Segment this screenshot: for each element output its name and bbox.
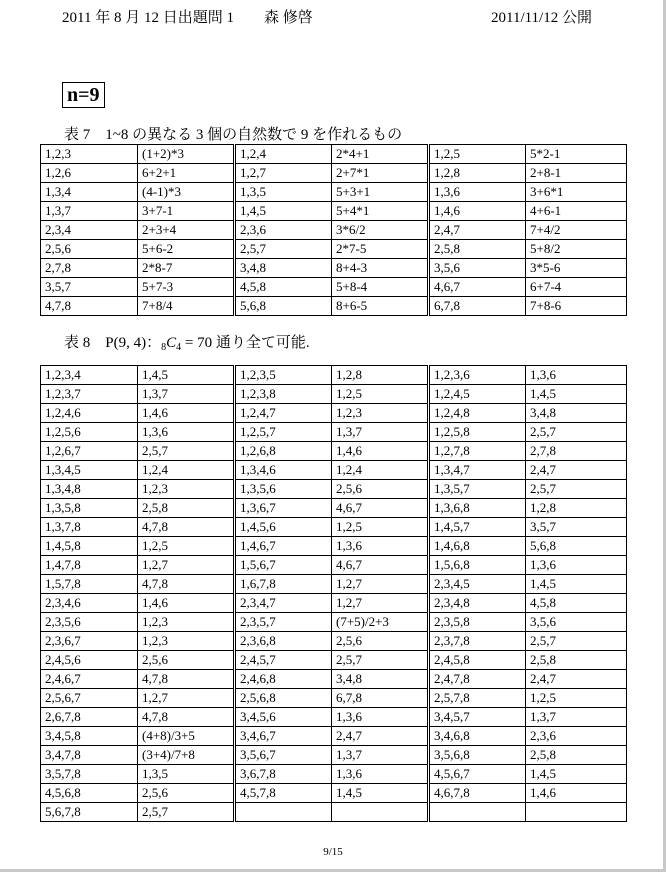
set-cell: 1,2,3,4	[41, 366, 138, 385]
set-cell: 3,4,5,6	[235, 708, 332, 727]
expression-cell: 1,3,6	[526, 366, 627, 385]
expression-cell	[332, 803, 429, 822]
expression-cell: 1,2,3	[138, 480, 235, 499]
expression-cell: 4,6,7	[332, 556, 429, 575]
set-cell: 2,5,7,8	[429, 689, 526, 708]
set-cell: 2,3,4,6	[41, 594, 138, 613]
table8-row	[41, 423, 627, 442]
expression-cell: 2,5,6	[332, 480, 429, 499]
set-cell: 3,4,8	[235, 259, 332, 278]
table8-row	[41, 556, 627, 575]
set-cell: 1,3,6	[429, 183, 526, 202]
expression-cell	[526, 803, 627, 822]
expression-cell: 1,2,3	[332, 404, 429, 423]
set-cell: 1,2,3	[41, 145, 138, 164]
expression-cell: 5*2-1	[526, 145, 627, 164]
expression-cell: 1,2,8	[526, 499, 627, 518]
expression-cell: 1,2,3	[138, 613, 235, 632]
header-left: 2011 年 8 月 12 日出題問 1 森 修啓	[62, 10, 313, 26]
table8-caption-suffix: = 70 通り全て可能.	[181, 335, 310, 351]
set-cell: 1,2,3,7	[41, 385, 138, 404]
expression-cell: 2,5,7	[526, 480, 627, 499]
set-cell: 4,5,8	[235, 278, 332, 297]
expression-cell: 1,2,7	[332, 575, 429, 594]
set-cell: 1,2,4,6	[41, 404, 138, 423]
expression-cell: 1,3,6	[332, 708, 429, 727]
expression-cell: 2*7-5	[332, 240, 429, 259]
table7-row	[41, 183, 627, 202]
table8-caption-sub-left: 8	[161, 342, 167, 353]
set-cell: 5,6,7,8	[41, 803, 138, 822]
set-cell: 1,4,7,8	[41, 556, 138, 575]
expression-cell: 1,2,7	[332, 594, 429, 613]
set-cell: 4,5,7,8	[235, 784, 332, 803]
set-cell: 2,3,4,7	[235, 594, 332, 613]
table7	[40, 144, 627, 316]
expression-cell: 3,4,8	[526, 404, 627, 423]
expression-cell: (3+4)/7+8	[138, 746, 235, 765]
set-cell: 1,2,5,8	[429, 423, 526, 442]
table8-row	[41, 746, 627, 765]
expression-cell: 1,3,7	[526, 708, 627, 727]
set-cell: 3,4,5,7	[429, 708, 526, 727]
table8-row	[41, 670, 627, 689]
expression-cell: 2+7*1	[332, 164, 429, 183]
set-cell: 1,2,6,7	[41, 442, 138, 461]
expression-cell: 1,2,7	[138, 689, 235, 708]
expression-cell: 1,4,6	[138, 404, 235, 423]
set-cell: 1,2,3,6	[429, 366, 526, 385]
expression-cell: 1,2,3	[138, 632, 235, 651]
set-cell: 2,4,6,8	[235, 670, 332, 689]
set-cell: 1,5,6,7	[235, 556, 332, 575]
expression-cell: 2,5,8	[526, 746, 627, 765]
set-cell: 2,3,4	[41, 221, 138, 240]
section-label: n=9	[62, 82, 105, 108]
header-right: 2011/11/12 公開	[491, 10, 592, 26]
set-cell: 1,3,4,8	[41, 480, 138, 499]
expression-cell: 2,4,7	[332, 727, 429, 746]
set-cell: 2,3,5,6	[41, 613, 138, 632]
set-cell: 2,4,5,7	[235, 651, 332, 670]
expression-cell: 1,4,5	[526, 575, 627, 594]
expression-cell: 2*4+1	[332, 145, 429, 164]
set-cell: 1,5,6,8	[429, 556, 526, 575]
expression-cell: 3*6/2	[332, 221, 429, 240]
expression-cell: 8+4-3	[332, 259, 429, 278]
expression-cell: 1,4,6	[138, 594, 235, 613]
expression-cell: 1,2,4	[332, 461, 429, 480]
expression-cell: 2+8-1	[526, 164, 627, 183]
set-cell: 1,2,8	[429, 164, 526, 183]
table8-caption-prefix: 表 8 P(9, 4)：	[64, 335, 162, 351]
set-cell: 1,2,4	[235, 145, 332, 164]
expression-cell: 1,2,4	[138, 461, 235, 480]
expression-cell: 1,3,6	[138, 423, 235, 442]
expression-cell: 7+4/2	[526, 221, 627, 240]
set-cell: 4,5,6,7	[429, 765, 526, 784]
table8-row	[41, 499, 627, 518]
expression-cell: 1,4,5	[526, 765, 627, 784]
expression-cell: 2,5,7	[138, 442, 235, 461]
expression-cell: 2,5,8	[526, 651, 627, 670]
table8-row	[41, 803, 627, 822]
set-cell	[235, 803, 332, 822]
set-cell: 1,3,4,6	[235, 461, 332, 480]
expression-cell: 2,3,6	[526, 727, 627, 746]
set-cell: 1,5,7,8	[41, 575, 138, 594]
set-cell: 1,2,7,8	[429, 442, 526, 461]
set-cell: 2,4,7	[429, 221, 526, 240]
table7-row	[41, 278, 627, 297]
expression-cell: 1,3,5	[138, 765, 235, 784]
expression-cell: 1,4,5	[138, 366, 235, 385]
expression-cell: 4,7,8	[138, 708, 235, 727]
expression-cell: 1,2,5	[332, 518, 429, 537]
table8-row	[41, 461, 627, 480]
set-cell: 3,5,6,7	[235, 746, 332, 765]
expression-cell: (4+8)/3+5	[138, 727, 235, 746]
table8-row	[41, 480, 627, 499]
table7-row	[41, 145, 627, 164]
set-cell: 2,7,8	[41, 259, 138, 278]
set-cell: 2,4,7,8	[429, 670, 526, 689]
expression-cell: 4,7,8	[138, 518, 235, 537]
expression-cell: 5+8-4	[332, 278, 429, 297]
table8-row	[41, 404, 627, 423]
expression-cell: 3+6*1	[526, 183, 627, 202]
set-cell: 2,4,5,8	[429, 651, 526, 670]
set-cell: 4,5,6,8	[41, 784, 138, 803]
set-cell: 2,3,5,8	[429, 613, 526, 632]
set-cell: 2,5,6,7	[41, 689, 138, 708]
expression-cell: 2,5,6	[138, 784, 235, 803]
set-cell: 1,3,7,8	[41, 518, 138, 537]
expression-cell: 1,2,7	[138, 556, 235, 575]
set-cell: 1,4,5,6	[235, 518, 332, 537]
set-cell: 1,2,4,5	[429, 385, 526, 404]
expression-cell: 1,3,6	[332, 765, 429, 784]
expression-cell: 1,3,7	[332, 746, 429, 765]
table7-row	[41, 259, 627, 278]
set-cell: 1,2,4,8	[429, 404, 526, 423]
expression-cell: 1,2,5	[526, 689, 627, 708]
expression-cell: 7+8/4	[138, 297, 235, 316]
set-cell: 2,5,8	[429, 240, 526, 259]
set-cell: 1,4,5,7	[429, 518, 526, 537]
set-cell: 1,3,5	[235, 183, 332, 202]
expression-cell: 3,4,8	[332, 670, 429, 689]
expression-cell: 6,7,8	[332, 689, 429, 708]
expression-cell: 1,4,5	[332, 784, 429, 803]
expression-cell: 2,5,8	[138, 499, 235, 518]
expression-cell: 1,4,6	[526, 784, 627, 803]
expression-cell: (7+5)/2+3	[332, 613, 429, 632]
expression-cell: 4,5,8	[526, 594, 627, 613]
set-cell: 3,5,6,8	[429, 746, 526, 765]
set-cell: 2,5,6,8	[235, 689, 332, 708]
set-cell: 3,4,5,8	[41, 727, 138, 746]
expression-cell: 4+6-1	[526, 202, 627, 221]
set-cell: 2,4,6,7	[41, 670, 138, 689]
expression-cell: 1,2,5	[332, 385, 429, 404]
set-cell: 3,4,7,8	[41, 746, 138, 765]
set-cell: 2,3,6	[235, 221, 332, 240]
table8-row	[41, 385, 627, 404]
expression-cell: 3*5-6	[526, 259, 627, 278]
expression-cell: 1,3,7	[332, 423, 429, 442]
set-cell: 5,6,8	[235, 297, 332, 316]
set-cell: 2,3,4,8	[429, 594, 526, 613]
set-cell: 3,5,7	[41, 278, 138, 297]
set-cell: 1,3,4,7	[429, 461, 526, 480]
table7-row	[41, 240, 627, 259]
set-cell: 2,5,6	[41, 240, 138, 259]
expression-cell: (1+2)*3	[138, 145, 235, 164]
expression-cell: 1,2,8	[332, 366, 429, 385]
expression-cell: 5,6,8	[526, 537, 627, 556]
set-cell: 1,2,7	[235, 164, 332, 183]
expression-cell: 2,5,7	[526, 632, 627, 651]
expression-cell: 1,2,5	[138, 537, 235, 556]
expression-cell: 4,6,7	[332, 499, 429, 518]
set-cell: 2,6,7,8	[41, 708, 138, 727]
set-cell: 1,2,3,8	[235, 385, 332, 404]
table7-row	[41, 202, 627, 221]
set-cell: 1,2,4,7	[235, 404, 332, 423]
table8-row	[41, 727, 627, 746]
page-number: 9/15	[323, 846, 343, 858]
expression-cell: 4,7,8	[138, 670, 235, 689]
set-cell: 1,2,5,7	[235, 423, 332, 442]
expression-cell: 6+7-4	[526, 278, 627, 297]
table8-row	[41, 613, 627, 632]
set-cell: 3,4,6,8	[429, 727, 526, 746]
set-cell: 1,2,6	[41, 164, 138, 183]
set-cell: 1,2,6,8	[235, 442, 332, 461]
table8	[40, 365, 627, 822]
set-cell: 1,3,6,7	[235, 499, 332, 518]
set-cell: 2,3,6,8	[235, 632, 332, 651]
set-cell: 1,4,6,7	[235, 537, 332, 556]
expression-cell: 2+3+4	[138, 221, 235, 240]
set-cell: 4,7,8	[41, 297, 138, 316]
expression-cell: 3,5,6	[526, 613, 627, 632]
set-cell: 1,3,6,8	[429, 499, 526, 518]
set-cell: 4,6,7,8	[429, 784, 526, 803]
table8-row	[41, 575, 627, 594]
expression-cell: 2,5,7	[332, 651, 429, 670]
expression-cell: 1,3,6	[332, 537, 429, 556]
table8-row	[41, 689, 627, 708]
expression-cell: 3+7-1	[138, 202, 235, 221]
set-cell: 3,5,7,8	[41, 765, 138, 784]
table8-row	[41, 784, 627, 803]
expression-cell: 1,3,6	[526, 556, 627, 575]
table8-row	[41, 537, 627, 556]
set-cell: 1,3,5,6	[235, 480, 332, 499]
set-cell: 1,3,5,7	[429, 480, 526, 499]
set-cell: 3,6,7,8	[235, 765, 332, 784]
table8-row	[41, 594, 627, 613]
table8-row	[41, 632, 627, 651]
expression-cell: 1,3,7	[138, 385, 235, 404]
set-cell: 1,2,5	[429, 145, 526, 164]
expression-cell: 2,4,7	[526, 670, 627, 689]
set-cell: 1,3,4	[41, 183, 138, 202]
table8-row	[41, 708, 627, 727]
expression-cell: 2,5,6	[138, 651, 235, 670]
expression-cell: 5+3+1	[332, 183, 429, 202]
table7-row	[41, 297, 627, 316]
table7-row	[41, 221, 627, 240]
table8-row	[41, 651, 627, 670]
set-cell: 3,4,6,7	[235, 727, 332, 746]
set-cell: 1,2,3,5	[235, 366, 332, 385]
set-cell: 3,5,6	[429, 259, 526, 278]
table8-caption-var: C	[166, 335, 177, 351]
set-cell: 2,3,5,7	[235, 613, 332, 632]
set-cell: 6,7,8	[429, 297, 526, 316]
set-cell: 1,4,5	[235, 202, 332, 221]
expression-cell: 2,5,7	[526, 423, 627, 442]
set-cell: 1,4,6	[429, 202, 526, 221]
set-cell: 4,6,7	[429, 278, 526, 297]
set-cell: 2,5,7	[235, 240, 332, 259]
table8-row	[41, 518, 627, 537]
set-cell	[429, 803, 526, 822]
set-cell: 1,3,5,8	[41, 499, 138, 518]
set-cell: 1,3,7	[41, 202, 138, 221]
expression-cell: 6+2+1	[138, 164, 235, 183]
expression-cell: 2,7,8	[526, 442, 627, 461]
set-cell: 2,3,4,5	[429, 575, 526, 594]
expression-cell: 2,5,7	[138, 803, 235, 822]
expression-cell: 3,5,7	[526, 518, 627, 537]
expression-cell: 4,7,8	[138, 575, 235, 594]
set-cell: 1,3,4,5	[41, 461, 138, 480]
expression-cell: 2,5,6	[332, 632, 429, 651]
expression-cell: (4-1)*3	[138, 183, 235, 202]
table7-row	[41, 164, 627, 183]
expression-cell: 5+7-3	[138, 278, 235, 297]
set-cell: 1,6,7,8	[235, 575, 332, 594]
expression-cell: 8+6-5	[332, 297, 429, 316]
expression-cell: 5+4*1	[332, 202, 429, 221]
expression-cell: 2*8-7	[138, 259, 235, 278]
table8-row	[41, 442, 627, 461]
set-cell: 1,4,5,8	[41, 537, 138, 556]
set-cell: 1,2,5,6	[41, 423, 138, 442]
table8-row	[41, 366, 627, 385]
table8-caption-sub-right: 4	[176, 342, 182, 353]
set-cell: 2,3,7,8	[429, 632, 526, 651]
table8-row	[41, 765, 627, 784]
expression-cell: 5+8/2	[526, 240, 627, 259]
set-cell: 2,3,6,7	[41, 632, 138, 651]
expression-cell: 1,4,5	[526, 385, 627, 404]
set-cell: 2,4,5,6	[41, 651, 138, 670]
expression-cell: 1,4,6	[332, 442, 429, 461]
expression-cell: 7+8-6	[526, 297, 627, 316]
table8-caption	[64, 331, 310, 352]
table7-caption: 表 7 1~8 の異なる 3 個の自然数で 9 を作れるもの	[64, 127, 403, 143]
expression-cell: 2,4,7	[526, 461, 627, 480]
expression-cell: 5+6-2	[138, 240, 235, 259]
set-cell: 1,4,6,8	[429, 537, 526, 556]
